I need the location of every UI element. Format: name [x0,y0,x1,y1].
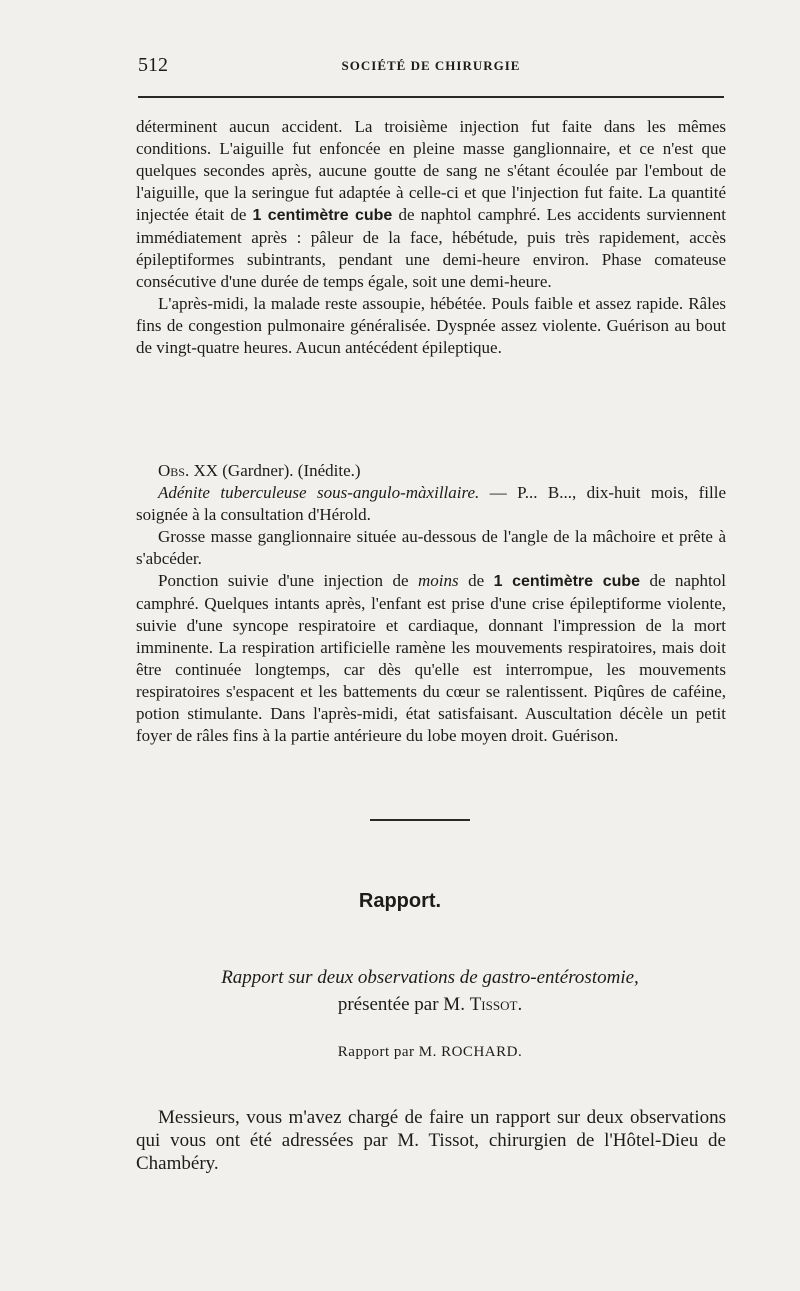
observation-xx [136,460,726,747]
paragraph [136,116,726,293]
bold-text: 1 centimètre cube [252,207,393,224]
italic-text: moins [417,571,459,590]
paragraph: L'après-midi, la malade reste assoupie, hébétée. Pouls faible et assez rapide. Râles fins de congestion pulmonaire généralisée. Dyspnée assez violente. Guérison au bout de vingt-quatre heures. Aucun antécédent épileptique. [136,294,726,357]
report-title-line-2 [0,991,800,1018]
text-run: . [517,994,523,1015]
text-run: de naphtol camphré. Les accidents surviennent immédiatement après : pâleur de la face, hébétude, puis très rapidement, accès épileptiformes subintrants, pendant une demi-heure environ. Phase comateuse consécutive d'une durée de temps égale, soit une demi-heure. [136,205,726,291]
observation-subtitle [136,482,726,526]
observation-label [136,460,726,482]
text-run: Obs. [158,461,190,480]
report-body [136,1106,726,1175]
running-title: SOCIÉTÉ DE CHIRURGIE [341,58,521,73]
section-divider [370,819,470,821]
rapporteur-line: Rapport par M. ROCHARD. [337,1044,523,1060]
text-run: XX (Gardner). (Inédite.) [189,461,361,480]
author-name: Tissot [469,994,518,1015]
bold-text: 1 centimètre cube [493,573,641,590]
page-number: 512 [138,54,168,76]
observation-continuation [136,116,726,359]
text-run: présentée par M. [337,994,470,1015]
header-rule [138,96,724,98]
report-title [0,964,800,1018]
paragraph [136,570,726,747]
text-run: — P... B..., dix-huit mois, fille soignée à la consultation d'Hérold. [136,483,727,524]
paragraph: Messieurs, vous m'avez chargé de faire un rapport sur deux observations qui vous ont été adressées par M. Tissot, chirurgien de l'Hôtel-Dieu de Chambéry. [136,1107,726,1174]
paragraph: Grosse masse ganglionnaire située au-dessous de l'angle de la mâchoire et prête à s'abcéder. [136,527,726,568]
page-header [138,54,724,84]
italic-text: Adénite tuberculeuse sous-angulo-màxillaire. [158,483,480,502]
text-run: de naphtol camphré. Quelques intants après, l'enfant est prise d'une crise épileptiforme violente, suivie d'une syncope respiratoire et cardiaque, donnant l'impression de la mort imminente. La respiration artificielle ramène les mouvements respiratoires, mais doit être continuée longtemps, car dès qu'elle est interrompue, les mouvements respiratoires s'espacent et les battements du cœur se ralentissent. Piqûres de caféine, potion stimulante. Dans l'après-midi, état satisfaisant. Auscultation décèle un petit foyer de râles fins à la partie antérieure du lobe moyen droit. Guérison. [136,571,726,745]
section-heading: Rapport. [358,890,442,912]
report-title-line-1: Rapport sur deux observations de gastro-entérostomie, [221,967,639,988]
text-run: déterminent aucun accident. La troisième injection fut faite dans les mêmes conditions. L'aiguille fut enfoncée en pleine masse ganglionnaire, et ce n'est que quelques secondes après, aucune goutte de sang ne s'étant écoulée par l'embout de l'aiguille, que la seringue fut adaptée à celle-ci et que l'injection fut faite. La quantité injectée était de [136,117,726,224]
text-run: de [458,571,494,590]
text-run: Ponction suivie d'une injection de [158,571,418,590]
